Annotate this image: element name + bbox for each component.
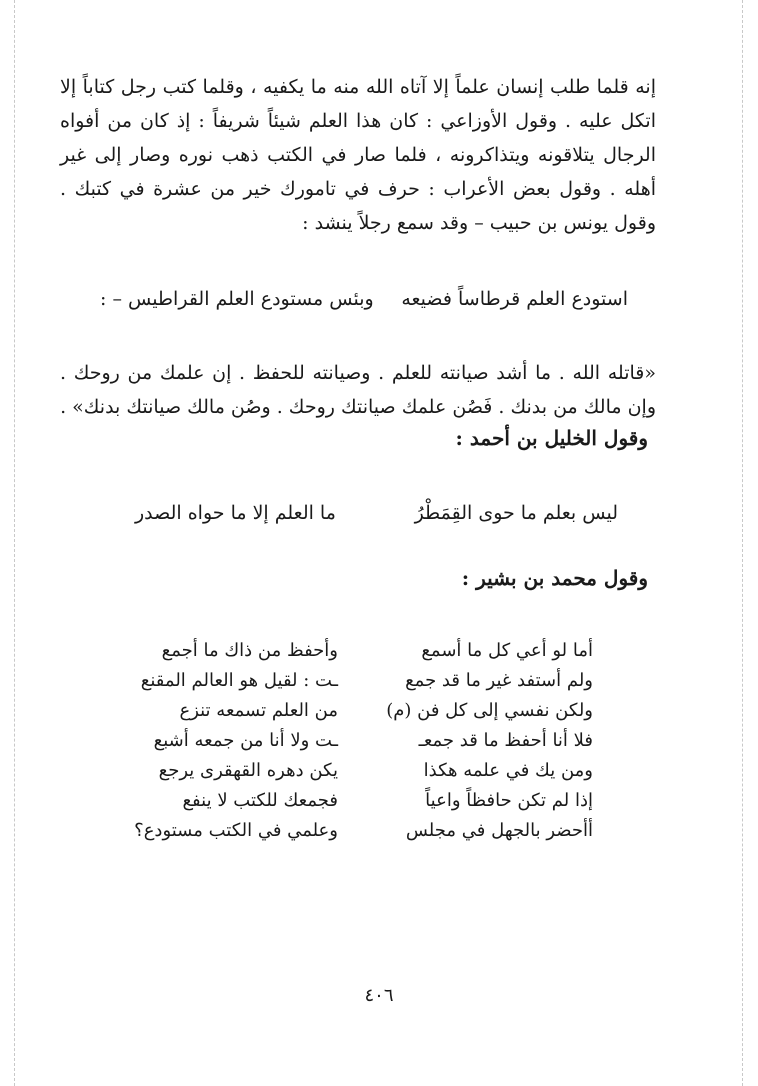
qatalahu-paragraph: «قاتله الله . ما أشد صيانته للعلم . وصيانته للحفظ . إن علمك من روحك . وإن مالك من بدنك . فَصُن علمك صيانتك روحك . وصُن مالك صيانتك بدنك» .	[60, 362, 656, 418]
poem-line: وأحفظ من ذاك ما أجمع	[161, 640, 338, 661]
page-number: ٤٠٦	[364, 985, 394, 1006]
muhammad-heading: وقول محمد بن بشير :	[461, 566, 648, 590]
poem-line: ومن يك في علمه هكذا	[423, 760, 593, 781]
poem-line: من العلم تسمعه تنزع	[179, 700, 338, 721]
poem-line: أأحضر بالجهل في مجلس	[405, 820, 593, 841]
poem-line: فلا أنا أحفظ ما قد جمعـ	[418, 730, 593, 751]
verse-1-second-hemistich: وبئس مستودع العلم القراطيس – :	[100, 288, 374, 310]
poem-line: ـت ولا أنا من جمعه أشبع	[153, 730, 338, 751]
verse-2-first-hemistich: ليس بعلم ما حوى القِمَطْرُ	[414, 502, 618, 524]
poem-right-column	[353, 636, 593, 846]
poem-line: فجمعك للكتب لا ينفع	[182, 790, 338, 811]
poem-line: أما لو أعي كل ما أسمع	[421, 640, 593, 661]
verse-2-second-hemistich: ما العلم إلا ما حواه الصدر	[135, 502, 336, 524]
poem-line: ولكن نفسي إلى كل فن (م)	[386, 700, 593, 721]
poem-line: ـت : لقيل هو العالم المقنع	[140, 670, 338, 691]
khalil-heading: وقول الخليل بن أحمد :	[455, 426, 648, 450]
verse-1-first-hemistich: استودع العلم قرطاساً فضيعه	[401, 288, 628, 310]
intro-paragraph: إنه قلما طلب إنسان علماً إلا آتاه الله منه ما يكفيه ، وقلما كتب رجل كتاباً إلا اتكل عليه . وقول الأوزاعي : كان هذا العلم شيئاً شريفاً : إذ كان من أفواه الرجال يتلاقونه ويتذاكرونه ، فلما صار في الكتب ذهب نوره وصار إلى غير أهله . وقول بعض الأعراب : حرف في تامورك خير من عشرة في كتبك . وقول يونس بن حبيب – وقد سمع رجلاً ينشد :	[60, 76, 656, 234]
left-margin-guide	[14, 0, 15, 1086]
right-margin-guide	[742, 0, 743, 1086]
poem-line: ولم أستفد غير ما قد جمع	[405, 670, 593, 691]
poem-left-column	[98, 636, 338, 846]
poem-line: وعلمي في الكتب مستودع؟	[134, 820, 338, 841]
poem-line: إذا لم تكن حافظاً واعياً	[425, 790, 593, 811]
poem-line: يكن دهره القهقرى يرجع	[158, 760, 338, 781]
